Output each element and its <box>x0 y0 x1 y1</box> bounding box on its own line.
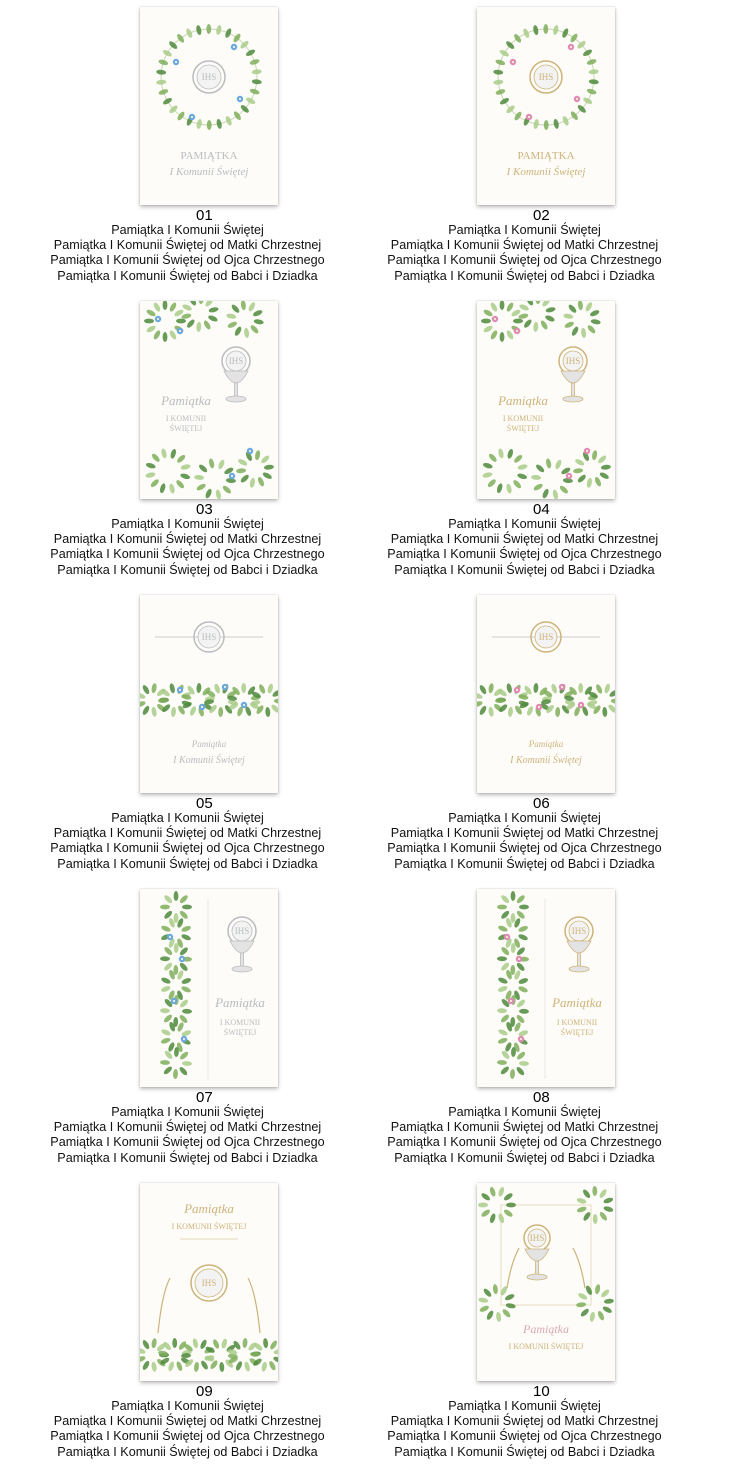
card-thumbnail[interactable] <box>477 301 615 499</box>
variant-line: Pamiątka I Komunii Świętej od Matki Chrzestnej <box>53 1120 322 1135</box>
variant-line: Pamiątka I Komunii Świętej od Ojca Chrzestnego <box>50 547 325 562</box>
flower-icon <box>566 473 572 479</box>
svg-text:Pamiątka: Pamiątka <box>184 1201 234 1216</box>
ihs-text: IHS <box>201 632 217 642</box>
variant-line: Pamiątka I Komunii Świętej od Matki Chrzestnej <box>390 1414 659 1429</box>
variant-line: Pamiątka I Komunii Świętej od Ojca Chrzestnego <box>50 1135 325 1150</box>
flower-icon <box>578 702 584 708</box>
variant-line: Pamiątka I Komunii Świętej od Matki Chrzestnej <box>390 532 659 547</box>
variant-line: Pamiątka I Komunii Świętej od Matki Chrzestnej <box>53 826 322 841</box>
ihs-text: IHS <box>565 356 581 366</box>
product-item[interactable] <box>0 294 375 588</box>
product-item[interactable] <box>0 882 375 1176</box>
flower-icon <box>199 704 205 710</box>
card-thumbnail[interactable] <box>140 595 278 793</box>
leaf <box>207 120 212 130</box>
leaf <box>519 905 529 910</box>
product-item[interactable] <box>0 1176 375 1470</box>
card-art <box>140 7 278 205</box>
ihs-text: IHS <box>201 72 217 82</box>
flower-icon <box>247 448 253 454</box>
svg-text:I Komunii Świętej: I Komunii Świętej <box>510 755 582 766</box>
flower-icon <box>177 328 183 334</box>
flower-icon <box>504 934 510 940</box>
product-variants <box>0 1399 375 1460</box>
product-number-label: 09 <box>196 1383 213 1400</box>
variant-line: Pamiątka I Komunii Świętej od Babci i Dziadka <box>394 562 655 577</box>
card-thumbnail[interactable] <box>140 301 278 499</box>
ihs-text: IHS <box>228 356 244 366</box>
product-number-label: 06 <box>533 795 550 812</box>
svg-text:Pamiątka: Pamiątka <box>528 739 564 749</box>
variant-line: Pamiątka I Komunii Świętej od Matki Chrzestnej <box>390 238 659 253</box>
card-thumbnail[interactable] <box>477 1183 615 1381</box>
flower-icon <box>492 316 498 322</box>
ihs-text: IHS <box>529 1233 545 1243</box>
variant-line: Pamiątka I Komunii Świętej od Ojca Chrzestnego <box>50 253 325 268</box>
variant-line: Pamiątka I Komunii Świętej od Ojca Chrzestnego <box>50 1429 325 1444</box>
card-art <box>477 301 615 499</box>
flower-icon <box>508 998 514 1004</box>
svg-text:I Komunii Świętej: I Komunii Świętej <box>173 755 245 766</box>
product-variants <box>337 1105 712 1166</box>
variant-line: Pamiątka I Komunii Świętej <box>111 811 264 825</box>
flower-icon <box>167 934 173 940</box>
product-variants <box>0 1105 375 1166</box>
svg-text:Pamiątka: Pamiątka <box>161 393 211 408</box>
card-thumbnail[interactable] <box>140 889 278 1087</box>
variant-line: Pamiątka I Komunii Świętej <box>448 223 601 237</box>
svg-text:I KOMUNII ŚWIĘTEJ: I KOMUNII ŚWIĘTEJ <box>508 1342 584 1351</box>
ihs-emblem-icon <box>194 622 224 652</box>
leaf <box>513 319 523 324</box>
variant-line: Pamiątka I Komunii Świętej <box>111 517 264 531</box>
card-art <box>140 889 278 1087</box>
ihs-text: IHS <box>201 1278 217 1288</box>
svg-text:Pamiątka: Pamiątka <box>523 1322 569 1336</box>
variant-line: Pamiątka I Komunii Świętej od Ojca Chrzestnego <box>387 253 662 268</box>
card-thumbnail[interactable] <box>477 595 615 793</box>
variant-line: Pamiątka I Komunii Świętej od Matki Chrzestnej <box>53 532 322 547</box>
svg-text:ŚWIĘTEJ: ŚWIĘTEJ <box>169 424 203 433</box>
variant-line: Pamiątka I Komunii Świętej od Babci i Dziadka <box>57 562 318 577</box>
leaf <box>182 905 192 910</box>
product-variants <box>337 517 712 578</box>
variant-line: Pamiątka I Komunii Świętej od Babci i Dziadka <box>57 1444 318 1459</box>
variant-line: Pamiątka I Komunii Świętej <box>111 223 264 237</box>
ihs-emblem-icon <box>524 1225 550 1251</box>
card-thumbnail[interactable] <box>140 7 278 205</box>
svg-text:I KOMUNII: I KOMUNII <box>219 1018 261 1027</box>
variant-line: Pamiątka I Komunii Świętej <box>448 1105 601 1119</box>
product-number-label: 02 <box>533 207 550 224</box>
flower-icon <box>222 684 228 690</box>
product-item[interactable] <box>337 0 712 294</box>
product-number-label: 01 <box>196 207 213 224</box>
flower-icon <box>189 114 195 120</box>
ihs-emblem-icon <box>530 61 562 93</box>
leaf <box>206 24 211 34</box>
leaf <box>160 905 170 910</box>
svg-text:Pamiątka: Pamiątka <box>215 995 265 1010</box>
leaf <box>506 1203 516 1208</box>
flower-icon <box>514 328 520 334</box>
variant-line: Pamiątka I Komunii Świętej od Ojca Chrzestnego <box>50 841 325 856</box>
variant-line: Pamiątka I Komunii Świętej od Matki Chrzestnej <box>390 1120 659 1135</box>
svg-text:ŚWIĘTEJ: ŚWIĘTEJ <box>560 1028 594 1037</box>
leaf <box>144 319 154 324</box>
product-number-label: 10 <box>533 1383 550 1400</box>
product-number-label: 05 <box>196 795 213 812</box>
card-art <box>477 7 615 205</box>
ihs-text: IHS <box>538 632 554 642</box>
product-number-label: 07 <box>196 1089 213 1106</box>
leaf <box>500 332 505 342</box>
flower-icon <box>237 96 243 102</box>
ihs-text: IHS <box>538 72 554 82</box>
flower-icon <box>574 96 580 102</box>
flower-icon <box>516 956 522 962</box>
flower-icon <box>177 687 183 693</box>
ihs-text: IHS <box>571 926 587 936</box>
flower-icon <box>171 998 177 1004</box>
svg-text:I Komunii Świętej: I Komunii Świętej <box>506 166 586 178</box>
svg-text:I KOMUNII: I KOMUNII <box>556 1018 598 1027</box>
flower-icon <box>514 687 520 693</box>
product-variants <box>337 223 712 284</box>
variant-line: Pamiątka I Komunii Świętej <box>111 1399 264 1413</box>
variant-line: Pamiątka I Komunii Świętej od Babci i Dziadka <box>394 856 655 871</box>
flower-icon <box>179 956 185 962</box>
variant-line: Pamiątka I Komunii Świętej od Ojca Chrzestnego <box>387 841 662 856</box>
product-item[interactable] <box>337 1176 712 1470</box>
flower-icon <box>510 59 516 65</box>
svg-text:PAMIĄTKA: PAMIĄTKA <box>180 150 238 162</box>
variant-line: Pamiątka I Komunii Świętej od Babci i Dziadka <box>57 856 318 871</box>
variant-line: Pamiątka I Komunii Świętej <box>448 517 601 531</box>
variant-line: Pamiątka I Komunii Świętej od Matki Chrzestnej <box>53 1414 322 1429</box>
card-art <box>477 1183 615 1381</box>
product-variants <box>337 811 712 872</box>
leaf <box>163 332 168 342</box>
flower-icon <box>536 704 542 710</box>
variant-line: Pamiątka I Komunii Świętej od Ojca Chrzestnego <box>387 1135 662 1150</box>
variant-line: Pamiątka I Komunii Świętej od Babci i Dziadka <box>394 1150 655 1165</box>
ihs-text: IHS <box>234 926 250 936</box>
variant-line: Pamiątka I Komunii Świętej od Babci i Dziadka <box>394 1444 655 1459</box>
product-variants <box>0 517 375 578</box>
svg-text:ŚWIĘTEJ: ŚWIĘTEJ <box>223 1028 257 1037</box>
variant-line: Pamiątka I Komunii Świętej od Babci i Dziadka <box>57 1150 318 1165</box>
flower-icon <box>568 44 574 50</box>
svg-text:Pamiątka: Pamiątka <box>191 739 227 749</box>
leaf <box>543 24 548 34</box>
product-variants <box>0 223 375 284</box>
ihs-emblem-icon <box>191 1265 227 1301</box>
flower-icon <box>155 316 161 322</box>
product-item[interactable] <box>0 588 375 882</box>
svg-text:I KOMUNII: I KOMUNII <box>165 414 207 423</box>
svg-text:I KOMUNII ŚWIĘTEJ: I KOMUNII ŚWIĘTEJ <box>171 1222 247 1231</box>
flower-icon <box>229 473 235 479</box>
card-art <box>140 595 278 793</box>
card-art <box>477 889 615 1087</box>
flower-icon <box>231 44 237 50</box>
flower-icon <box>241 702 247 708</box>
product-variants <box>0 811 375 872</box>
product-item[interactable] <box>0 0 375 294</box>
leaf <box>511 913 516 923</box>
leaf <box>174 913 179 923</box>
svg-text:ŚWIĘTEJ: ŚWIĘTEJ <box>506 424 540 433</box>
product-item[interactable] <box>337 588 712 882</box>
svg-text:I Komunii Świętej: I Komunii Świętej <box>169 166 249 178</box>
svg-text:PAMIĄTKA: PAMIĄTKA <box>517 150 575 162</box>
variant-line: Pamiątka I Komunii Świętej <box>448 811 601 825</box>
product-number-label: 04 <box>533 501 550 518</box>
variant-line: Pamiątka I Komunii Świętej od Ojca Chrzestnego <box>387 547 662 562</box>
flower-icon <box>518 1036 524 1042</box>
leaf <box>544 120 549 130</box>
flower-icon <box>526 114 532 120</box>
leaf <box>481 319 491 324</box>
variant-line: Pamiątka I Komunii Świętej <box>448 1399 601 1413</box>
leaf <box>176 319 186 324</box>
product-number-label: 08 <box>533 1089 550 1106</box>
flower-icon <box>181 1036 187 1042</box>
variant-line: Pamiątka I Komunii Świętej <box>111 1105 264 1119</box>
card-art <box>477 595 615 793</box>
variant-line: Pamiątka I Komunii Świętej od Babci i Dziadka <box>57 268 318 283</box>
variant-line: Pamiątka I Komunii Świętej od Matki Chrzestnej <box>53 238 322 253</box>
variant-line: Pamiątka I Komunii Świętej od Ojca Chrzestnego <box>387 1429 662 1444</box>
product-number-label: 03 <box>196 501 213 518</box>
variant-line: Pamiątka I Komunii Świętej od Babci i Dziadka <box>394 268 655 283</box>
product-item[interactable] <box>337 294 712 588</box>
flower-icon <box>173 59 179 65</box>
leaf <box>478 1203 488 1208</box>
card-thumbnail[interactable] <box>140 1183 278 1381</box>
ihs-emblem-icon <box>531 622 561 652</box>
ihs-emblem-icon <box>193 61 225 93</box>
card-thumbnail[interactable] <box>477 889 615 1087</box>
svg-text:I KOMUNII: I KOMUNII <box>502 414 544 423</box>
leaf <box>511 891 516 901</box>
svg-text:Pamiątka: Pamiątka <box>498 393 548 408</box>
svg-text:Pamiątka: Pamiątka <box>552 995 602 1010</box>
card-art <box>140 1183 278 1381</box>
card-thumbnail[interactable] <box>477 7 615 205</box>
product-variants <box>337 1399 712 1460</box>
card-art <box>140 301 278 499</box>
leaf <box>174 891 179 901</box>
variant-line: Pamiątka I Komunii Świętej od Matki Chrzestnej <box>390 826 659 841</box>
flower-icon <box>559 684 565 690</box>
product-item[interactable] <box>337 882 712 1176</box>
leaf <box>497 905 507 910</box>
flower-icon <box>584 448 590 454</box>
